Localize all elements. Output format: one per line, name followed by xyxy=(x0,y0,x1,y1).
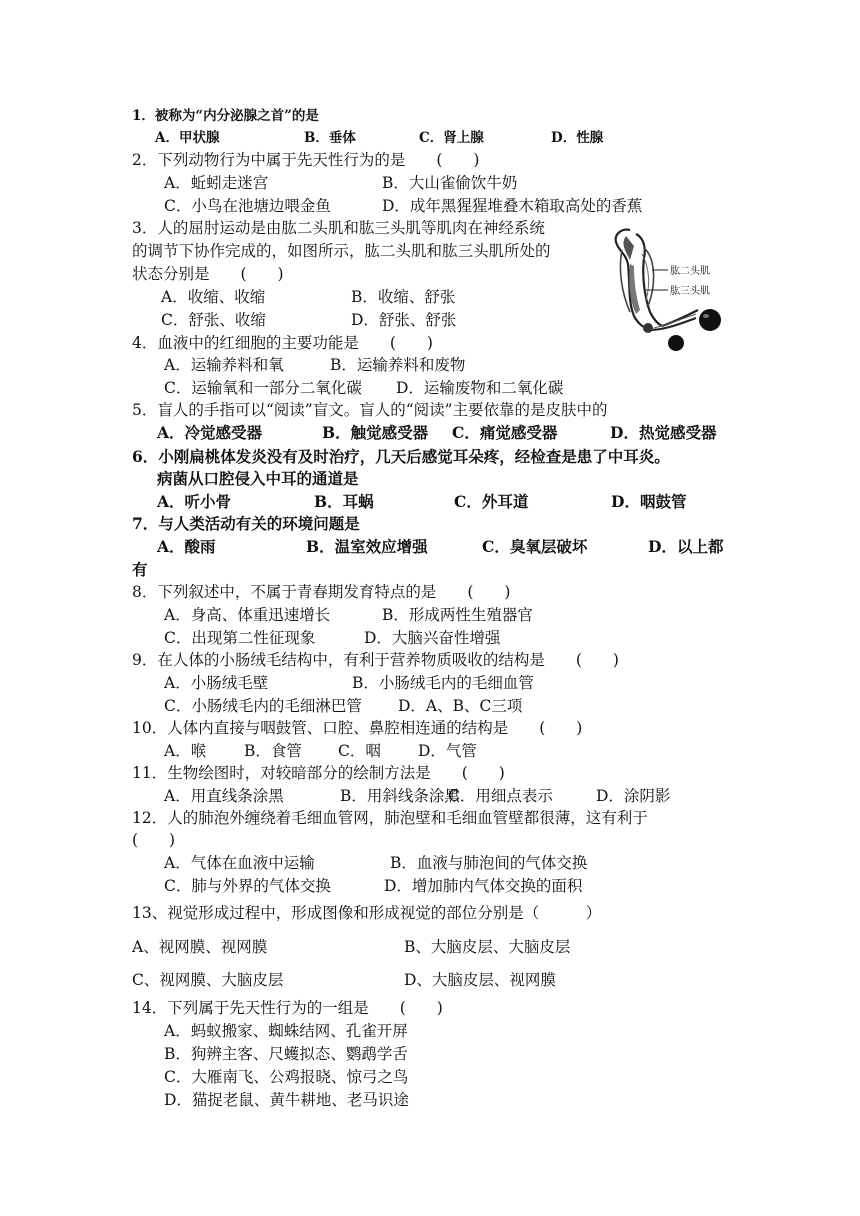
question-3-stem-line-3: 状态分别是 ( ) xyxy=(132,265,284,283)
question-4-stem: 4．血液中的红细胞的主要功能是 ( ) xyxy=(132,334,433,352)
question-2-option-d: D．成年黑猩猩堆叠木箱取高处的香蕉 xyxy=(382,197,643,215)
question-8-stem: 8．下列叙述中，不属于青春期发育特点的是 ( ) xyxy=(132,583,511,601)
question-12-stem-line-2: ( ) xyxy=(132,831,176,849)
question-12-option-c: C．肺与外界的气体交换 xyxy=(164,877,331,895)
question-8-option-d: D．大脑兴奋性增强 xyxy=(364,629,501,647)
question-7-option-a: A．酸雨 xyxy=(157,537,216,556)
question-2-option-a: A．蚯蚓走迷宫 xyxy=(164,174,269,192)
question-3-option-c: C．舒张、收缩 xyxy=(161,311,266,329)
question-5-option-b: B．触觉感受器 xyxy=(322,423,429,442)
question-7-option-d-continued: 有 xyxy=(132,560,148,579)
question-6-stem-line-1: 6．小刚扁桃体发炎没有及时治疗，几天后感觉耳朵疼，经检查是患了中耳炎。 xyxy=(132,447,670,466)
question-14-stem: 14．下列属于先天性行为的一组是 ( ) xyxy=(132,999,443,1017)
question-6-option-c: C．外耳道 xyxy=(454,492,529,511)
question-2-option-c: C．小鸟在池塘边喂金鱼 xyxy=(164,197,331,215)
question-1-option-c: C．肾上腺 xyxy=(419,130,484,146)
question-2-option-b: B．大山雀偷饮牛奶 xyxy=(382,174,518,192)
question-4-option-d: D．运输废物和二氧化碳 xyxy=(396,379,564,397)
question-13-option-d: D、大脑皮层、视网膜 xyxy=(404,971,556,989)
question-6-option-a: A．听小骨 xyxy=(157,492,232,511)
question-14-option-a: A．蚂蚁搬家、蜘蛛结网、孔雀开屏 xyxy=(164,1022,408,1040)
question-11-option-b: B．用斜线条涂黑 xyxy=(340,787,460,805)
question-8-option-c: C．出现第二性征现象 xyxy=(164,629,316,647)
question-5-option-c: C．痛觉感受器 xyxy=(452,423,558,442)
question-4-option-b: B．运输养料和废物 xyxy=(330,356,466,374)
question-9-option-b: B．小肠绒毛内的毛细血管 xyxy=(352,674,534,692)
question-14-option-d: D．猫捉老鼠、黄牛耕地、老马识途 xyxy=(164,1091,409,1109)
question-7-option-c: C．臭氧层破坏 xyxy=(482,537,588,556)
question-9-option-c: C．小肠绒毛内的毛细淋巴管 xyxy=(164,697,362,715)
question-8-option-b: B．形成两性生殖器官 xyxy=(382,606,533,624)
question-3-option-a: A．收缩、收缩 xyxy=(161,288,266,306)
question-12-stem-line-1: 12．人的肺泡外缠绕着毛细血管网，肺泡壁和毛细血管壁都很薄，这有利于 xyxy=(132,809,648,827)
question-7-option-d: D．以上都 xyxy=(648,537,724,556)
question-13-stem: 13、视觉形成过程中，形成图像和形成视觉的部位分别是（ ） xyxy=(132,904,602,922)
question-10-option-a: A．喉 xyxy=(164,742,207,760)
question-5-stem: 5．盲人的手指可以“阅读”盲文。盲人的“阅读”主要依靠的是皮肤中的 xyxy=(132,401,608,419)
question-13-option-b: B、大脑皮层、大脑皮层 xyxy=(404,938,571,956)
question-9-option-a: A．小肠绒毛壁 xyxy=(164,674,269,692)
question-10-option-c: C．咽 xyxy=(338,742,381,760)
question-4-option-c: C．运输氧和一部分二氧化碳 xyxy=(164,379,362,397)
arm-muscle-figure xyxy=(600,224,740,352)
question-11-option-c: C．用细点表示 xyxy=(448,787,553,805)
question-11-option-a: A．用直线条涂黑 xyxy=(164,787,284,805)
question-6-option-d: D．咽鼓管 xyxy=(611,492,687,511)
question-13-option-c: C、视网膜、大脑皮层 xyxy=(132,971,284,989)
question-12-option-d: D．增加肺内气体交换的面积 xyxy=(384,877,583,895)
question-1-option-d: D．性腺 xyxy=(551,130,604,146)
question-4-option-a: A．运输养料和氧 xyxy=(164,356,284,374)
question-9-option-d: D．A、B、C三项 xyxy=(398,697,523,715)
question-12-option-a: A．气体在血液中运输 xyxy=(164,854,315,872)
question-6-option-b: B．耳蜗 xyxy=(314,492,374,511)
question-14-option-c: C．大雁南飞、公鸡报晓、惊弓之鸟 xyxy=(164,1068,409,1086)
question-3-option-d: D．舒张、舒张 xyxy=(351,311,457,329)
question-3-stem-line-2: 的调节下协作完成的，如图所示，肱二头肌和肱三头肌所处的 xyxy=(132,242,551,260)
question-5-option-a: A．冷觉感受器 xyxy=(157,423,263,442)
question-11-stem: 11．生物绘图时，对较暗部分的绘制方法是 ( ) xyxy=(132,764,505,782)
question-1-stem: 1．被称为“内分泌腺之首”的是 xyxy=(132,108,319,124)
arm-muscle-illustration xyxy=(600,224,740,352)
question-10-option-b: B．食管 xyxy=(244,742,302,760)
question-5-option-d: D．热觉感受器 xyxy=(610,423,717,442)
question-3-stem-line-1: 3．人的屈肘运动是由肱二头肌和肱三头肌等肌肉在神经系统 xyxy=(132,219,545,237)
question-11-option-d: D．涂阴影 xyxy=(596,787,671,805)
question-7-stem: 7．与人类活动有关的环境问题是 xyxy=(132,514,360,533)
question-7-option-b: B．温室效应增强 xyxy=(306,537,428,556)
question-3-option-b: B．收缩、舒张 xyxy=(351,288,456,306)
question-10-stem: 10．人体内直接与咽鼓管、口腔、鼻腔相连通的结构是 ( ) xyxy=(132,719,583,737)
triceps-label: 肱三头肌 xyxy=(670,286,710,297)
question-14-option-b: B．狗辨主客、尺蠖拟态、鹦鹉学舌 xyxy=(164,1045,408,1063)
question-8-option-a: A．身高、体重迅速增长 xyxy=(164,606,331,624)
question-10-option-d: D．气管 xyxy=(418,742,477,760)
question-6-stem-line-2: 病菌从口腔侵入中耳的通道是 xyxy=(157,469,359,488)
question-9-stem: 9．在人体的小肠绒毛结构中，有利于营养物质吸收的结构是 ( ) xyxy=(132,651,619,669)
question-12-option-b: B．血液与肺泡间的气体交换 xyxy=(390,854,588,872)
question-1-option-a: A．甲状腺 xyxy=(155,130,220,146)
question-2-stem: 2．下列动物行为中属于先天性行为的是 ( ) xyxy=(132,151,480,169)
question-13-option-a: A、视网膜、视网膜 xyxy=(132,938,268,956)
biceps-label: 肱二头肌 xyxy=(670,266,710,277)
question-1-option-b: B．垂体 xyxy=(304,130,356,146)
